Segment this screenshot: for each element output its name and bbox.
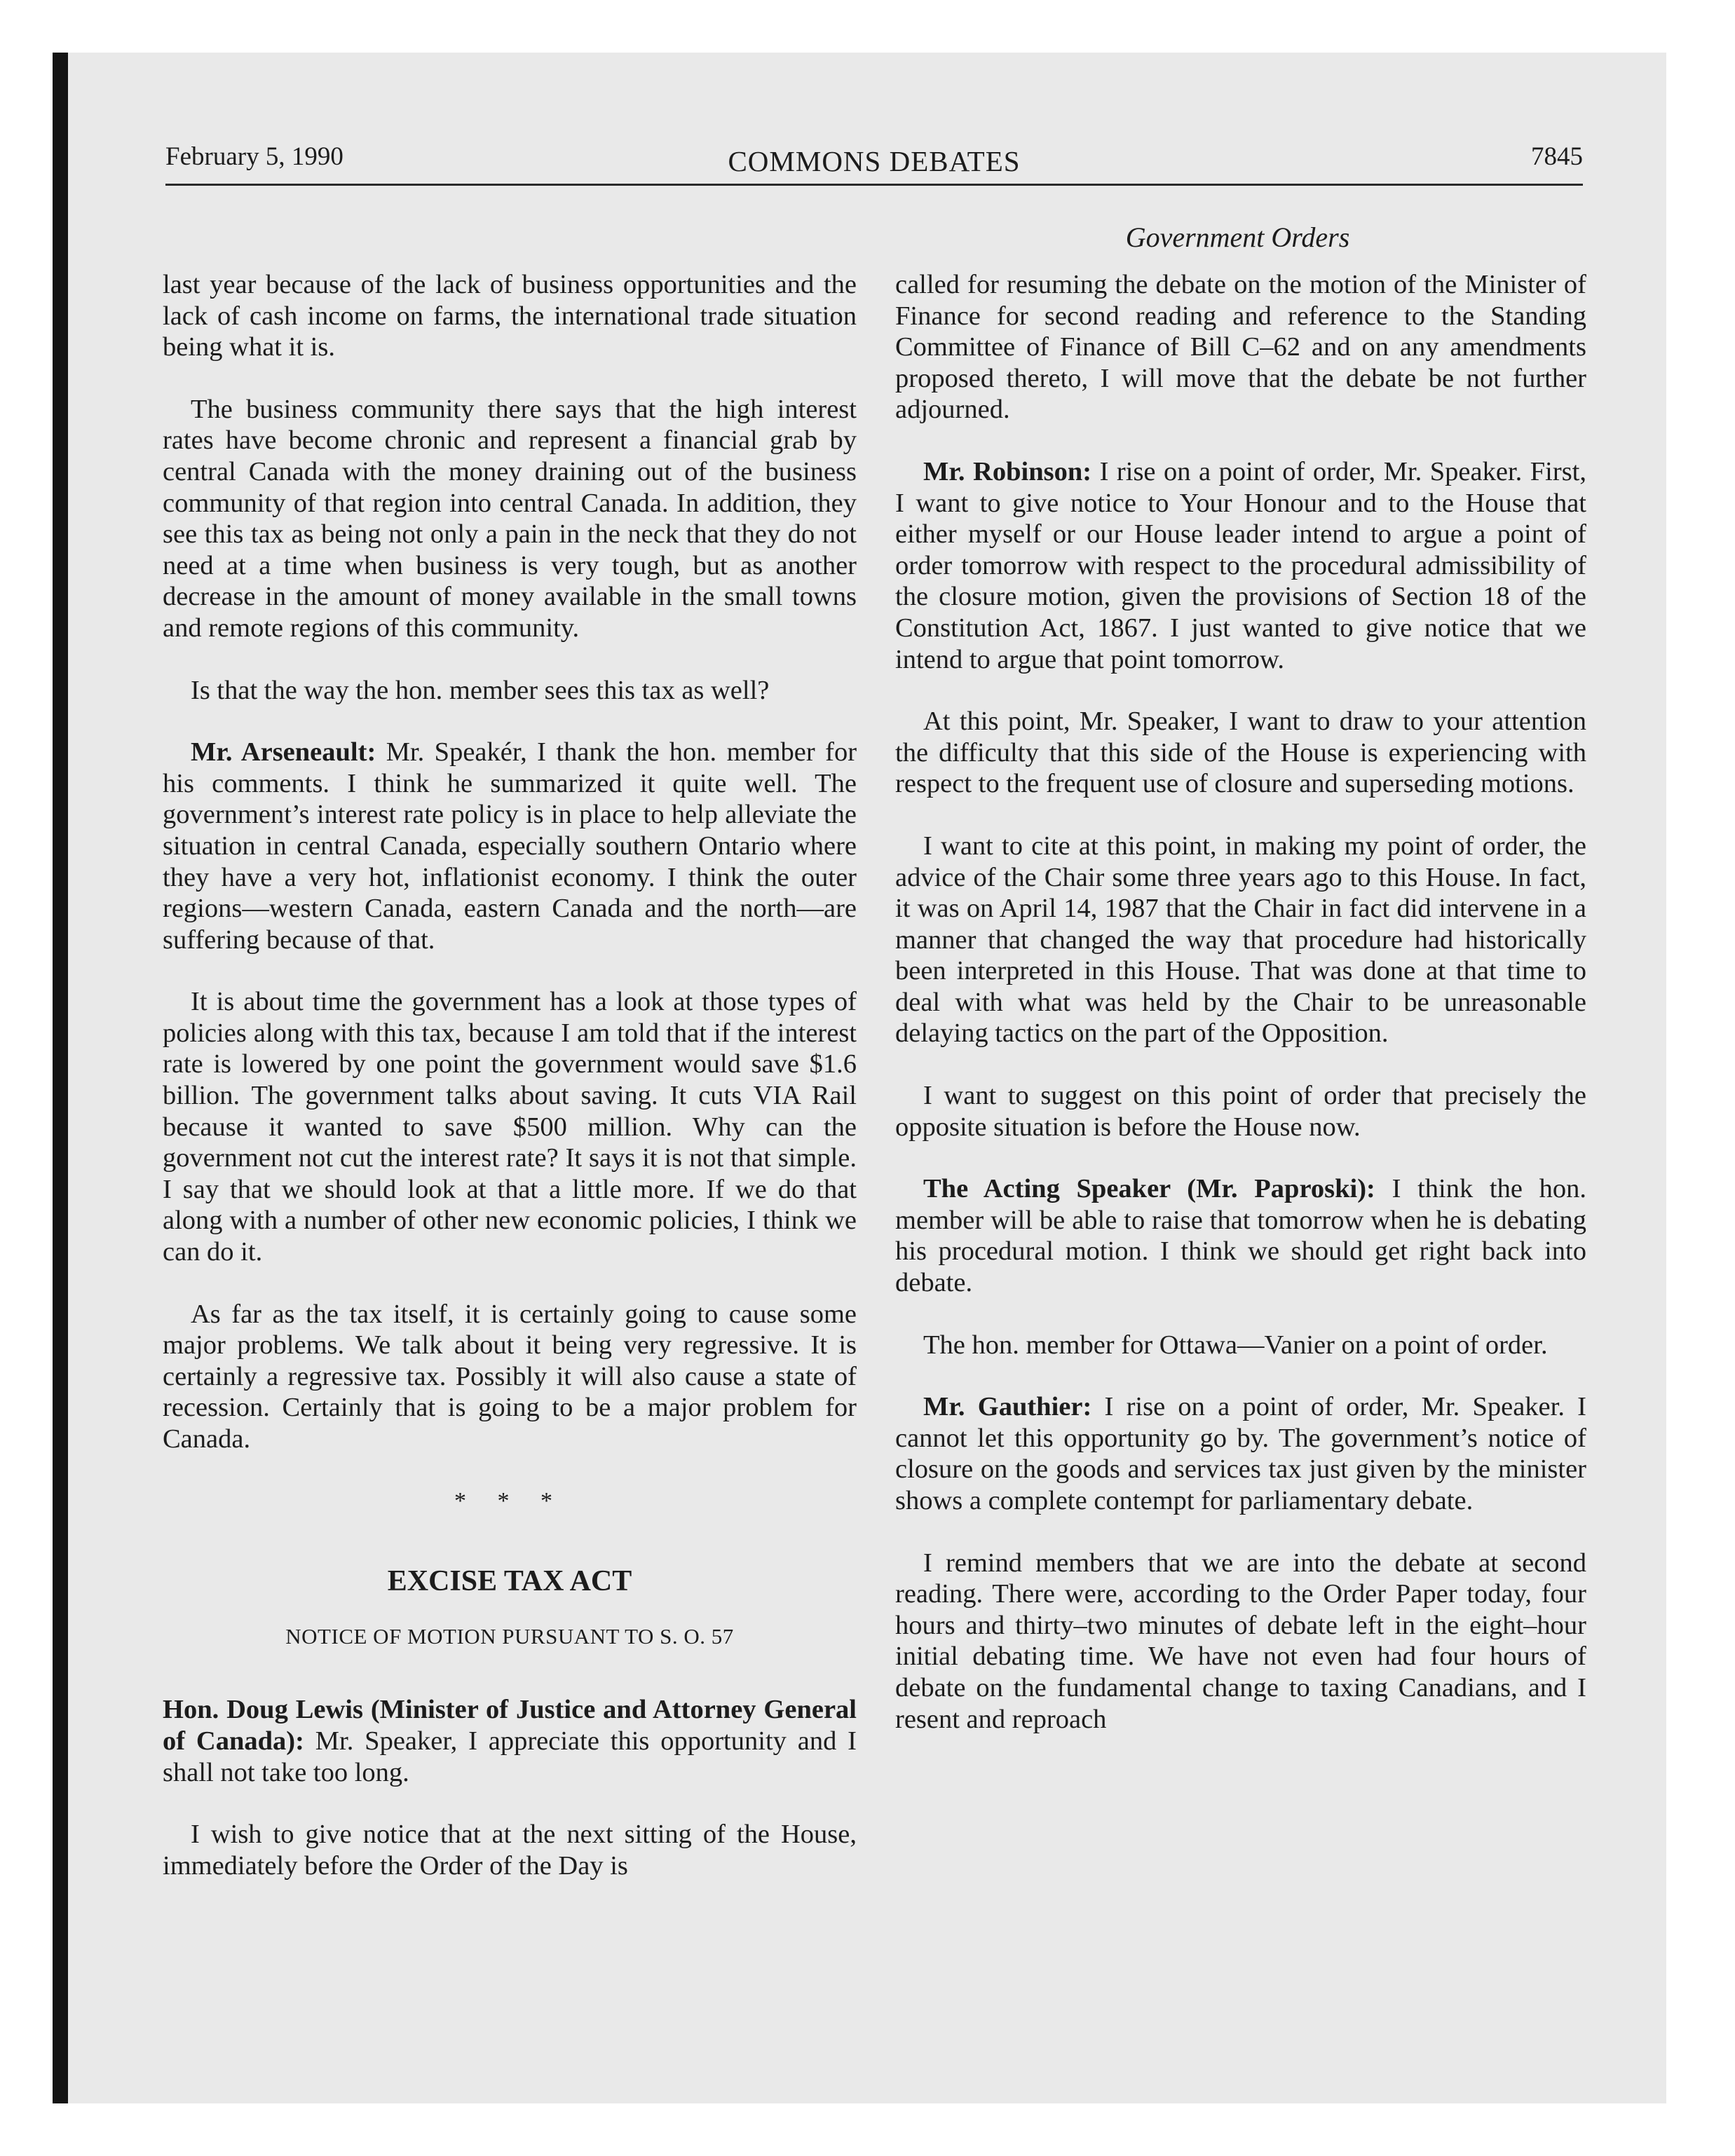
paragraph: called for resuming the debate on the motion of the Minister of Finance for second reading and reference to the Standing Committee of Finance of Bill C–62 and on any amendments proposed thereto, I will move that the debate be not further adjourned. [895,270,1586,425]
paragraph: I want to suggest on this point of order that precisely the opposite situation is before the House now. [895,1081,1586,1142]
paragraph: I remind members that we are into the debate at second reading. There were, according to the Order Paper today, four hours and thirty–two minutes of debate left in the eight–hour initial debating time. We have not even had four hours of debate on the fundamental change to taxing Canadians, and I resent and reproach [895,1548,1586,1734]
header-date: February 5, 1990 [165,142,343,171]
speech-text: Mr. Speakér, I thank the hon. member for his comments. I think he summarized it quite well. The government’s interest rate policy is in place to help alleviate the situation in central Canada, especially southern Ontario where they have a very hot, inflationist economy. I think the outer regions—western Canada, eastern Canada and the north—are suffering because of that. [163,737,857,955]
speech-text: I rise on a point of order, Mr. Speaker. I cannot let this opportunity go by. The government’s notice of closure on the goods and services tax just given by the minister shows a complete contempt for parliamentary debate. [895,1392,1586,1515]
paragraph: Is that the way the hon. member sees this tax as well? [191,675,770,705]
speech-paragraph [163,737,857,955]
header-rule [165,184,1583,186]
paragraph: As far as the tax itself, it is certainly going to cause some major problems. We talk about it being very regressive. It is certainly a regressive tax. Possibly it will also cause a state of recession. Certainly that is going to be a major problem for Canada. [163,1299,857,1454]
speaker-name: Mr. Gauthier: [923,1392,1092,1422]
speaker-name: Mr. Robinson: [923,456,1092,486]
paragraph: The business community there says that the high interest rates have become chronic and represent a financial grab by central Canada with the money draining out of the business community of that region into central Canada. In addition, they see this tax as being not only a pain in the neck that they do not need at a time when business is very tough, but as another decrease in the amount of money available in the small towns and remote regions of this community. [163,394,857,643]
header-running-title: COMMONS DEBATES [728,145,1021,177]
speech-text: I rise on a point of order, Mr. Speaker. First, I want to give notice to Your Honour and to the House that either myself or our House leader intend to argue a point of order tomorrow with respect to the procedural admissibility of the closure motion, given the provisions of Section 18 of the Constitution Act, 1867. I just wanted to give notice that we intend to argue that point tomorrow. [895,456,1587,674]
header-page-number: 7845 [1531,142,1583,171]
right-column [895,269,1586,1766]
speech-paragraph [895,1173,1586,1298]
scan-edge [53,53,68,2103]
section-label: Government Orders [1125,221,1350,253]
speaker-name: The Acting Speaker (Mr. Paproski): [923,1174,1375,1204]
section-separator: * * * [454,1487,565,1514]
paragraph: The hon. member for Ottawa—Vanier on a point of order. [923,1330,1548,1360]
section-heading: EXCISE TAX ACT [387,1565,632,1598]
speech-text: Mr. Speaker, I appreciate this opportunity and I shall not take too long. [163,1726,857,1787]
speech-paragraph [895,456,1586,675]
paragraph: I want to cite at this point, in making my point of order, the advice of the Chair some three years ago to this House. In fact, it was on April 14, 1987 that the Chair in fact did intervene in a manner that changed the way that procedure had historically been interpreted in this House. That was done at that time to deal with what was held by the Chair to be unreasonable delaying tactics on the part of the Opposition. [895,831,1586,1049]
speaker-name: Hon. Doug Lewis (Minister of Justice and Attorney General of Canada): [163,1695,857,1756]
paragraph: I wish to give notice that at the next sitting of the House, immediately before the Order of the Day is [163,1820,857,1881]
left-column [163,269,857,1912]
section-subheading: NOTICE OF MOTION PURSUANT TO S. O. 57 [285,1623,734,1649]
paragraph: It is about time the government has a look at those types of policies along with this tax, because I am told that if the interest rate is lowered by one point the government would save $1.6 billion. The government talks about saving. It cuts VIA Rail because it wanted to save $500 million. Why can the government not cut the interest rate? It says it is not that simple. I say that we should look at that a little more. If we do that along with a number of other new economic policies, I think we can do it. [163,987,857,1267]
speech-text: I think the hon. member will be able to raise that tomorrow when he is debating his procedural motion. I think we should get right back into debate. [895,1174,1587,1298]
speaker-name: Mr. Arseneault: [191,737,376,767]
page-header [165,142,1583,184]
paragraph: last year because of the lack of business opportunities and the lack of cash income on farms, the international trade situation being what it is. [163,270,857,362]
paragraph: At this point, Mr. Speaker, I want to draw to your attention the difficulty that this side of the House is experiencing with respect to the frequent use of closure and superseding motions. [895,707,1586,799]
speech-paragraph [895,1391,1586,1516]
speech-paragraph [163,1694,857,1788]
